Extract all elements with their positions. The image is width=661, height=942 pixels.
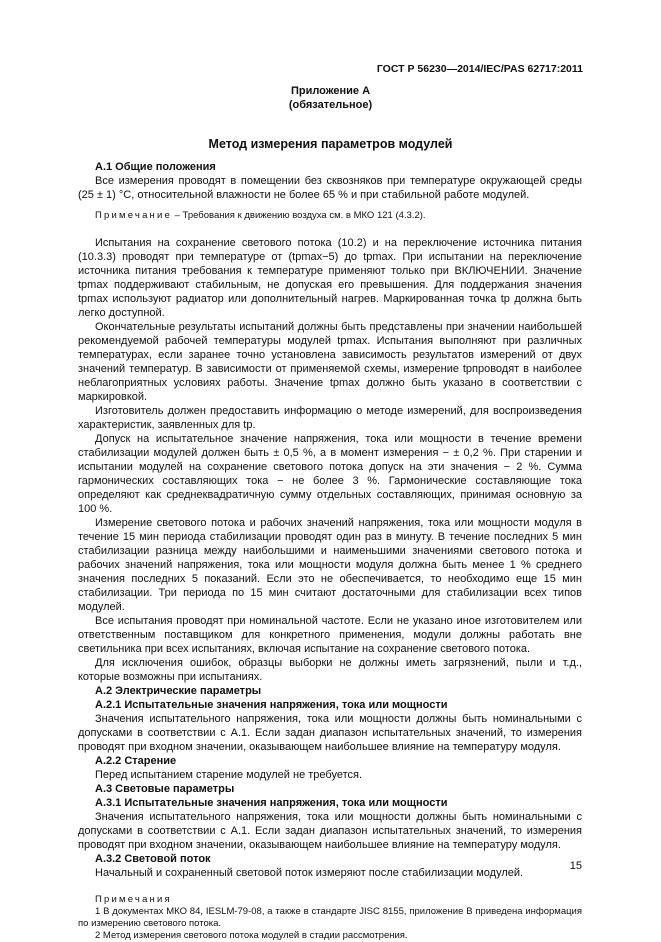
note-item: 1 В документах МКО 84, IESLM-79-08, а также в стандарте JISC 8155, приложение В приведена информация по измерению светового потока.	[78, 906, 582, 929]
paragraph: Значения испытательного напряжения, тока или мощности должны быть номинальными с допусками в соответствии с А.1. Если задан диапазон испытательных значений, то измерения проводят при входном значении, оказывающем наибольшее влияние на температуру модуля.	[78, 811, 582, 851]
paragraph: Окончательные результаты испытаний должны быть представлены при значении наибольшей рекомендуемой рабочей температуры модулей tpmax. Испытания выполняют при различных температурах, если заранее точно установлена зависимость результатов измерений от двух значений температур. В зависимости от применяемой схемы, измерение tpпроводят в наиболее неблагоприятных условиях работы. Значение tpmax должно быть указано в соответствии с маркировкой.	[78, 321, 582, 403]
section-a3-heading: А.3 Световые параметры	[95, 783, 235, 795]
document-body	[78, 160, 582, 942]
paragraph: Все испытания проводят при номинальной частоте. Если не указано иное изготовителем или ответственным поставщиком для конкретного применения, модули должны работать вне светильника при всех испытаниях, включая испытание на сохранение светового потока.	[78, 615, 582, 655]
note	[78, 210, 582, 222]
section-a2-heading: А.2 Электрические параметры	[95, 685, 262, 697]
standard-header: ГОСТ Р 56230—2014/IEC/PAS 62717:2011	[376, 63, 583, 75]
note-text: – Требования к движению воздуха см. в МКО 121 (4.3.2).	[172, 210, 426, 221]
annex-title: Приложение А	[290, 85, 371, 97]
paragraph: Испытания на сохранение светового потока (10.2) и на переключение источника питания (10.3.3) проводят при температуре от (tpmax−5) до tpmax. При испытании на переключение источника питания требования к температуре применяют только при ВКЛЮЧЕНИИ. Значение tpmax поддерживают стабильным, не допуская его превышения. Для поддержания значения tpmax используют радиатор или дополнительный нагрев. Маркированная точка tp должна быть легко доступной.	[78, 237, 582, 319]
paragraph: Измерение светового потока и рабочих значений напряжения, тока или мощности модуля в течение 15 мин периода стабилизации проводят один раз в минуту. В течение последних 5 мин стабилизации разница между наибольшими и наименьшими значениями светового потока и рабочих значений напряжения, тока или мощности модуля должна быть менее 1 % среднего значения последних 5 показаний. Если это не обеспечивается, то необходимо еще 15 мин стабилизации. Три периода по 15 мин считают достаточными для стабилизации всех типов модулей.	[78, 517, 582, 613]
note-item: 2 Метод измерения светового потока модулей в стадии рассмотрения.	[95, 930, 408, 941]
annex-status: (обязательное)	[288, 99, 373, 111]
paragraph: Изготовитель должен предоставить информацию о методе измерений, для воспроизведения характеристик, заявленных для tp.	[78, 405, 582, 431]
paragraph: Перед испытанием старение модулей не требуется.	[95, 769, 363, 781]
notes-label: Примечания	[95, 894, 172, 905]
paragraph: Значения испытательного напряжения, тока или мощности должны быть номинальными с допусками в соответствии с А.1. Если задан диапазон испытательных значений, то измерения проводят при входном значении, оказывающем наибольшее влияние на температуру модуля.	[78, 713, 582, 753]
note-label: Примечание	[95, 210, 172, 221]
section-a1-heading: А.1 Общие положения	[95, 161, 216, 173]
paragraph: Начальный и сохраненный световой поток измеряют после стабилизации модулей.	[95, 867, 524, 879]
section-a31-heading: А.3.1 Испытательные значения напряжения, тока или мощности	[95, 797, 448, 809]
section-a21-heading: А.2.1 Испытательные значения напряжения, тока или мощности	[95, 699, 448, 711]
document-title: Метод измерения параметров модулей	[208, 137, 453, 151]
page-number: 15	[569, 860, 582, 872]
section-a22-heading: А.2.2 Старение	[95, 755, 177, 767]
paragraph: Допуск на испытательное значение напряжения, тока или мощности в течение времени стабилизации модулей должен быть ± 0,5 %, а в момент измерения − ± 0,2 %. При старении и испытании модулей на сохранение светового потока допуск на эти значения − 2 %. Сумма гармонических составляющих тока − не более 3 %. Гармонические составляющие тока определяют как среднеквадратичную сумму отдельных составляющих, принимая основную за 100 %.	[78, 433, 582, 515]
paragraph: Все измерения проводят в помещении без сквозняков при температуре окружающей среды (25 ± 1) °С, относительной влажности не более 65 % и при стабильной работе модулей.	[78, 175, 582, 201]
paragraph: Для исключения ошибок, образцы выборки не должны иметь загрязнений, пыли и т.д., которые возможны при испытаниях.	[78, 657, 582, 683]
section-a32-heading: А.3.2 Световой поток	[95, 853, 211, 865]
